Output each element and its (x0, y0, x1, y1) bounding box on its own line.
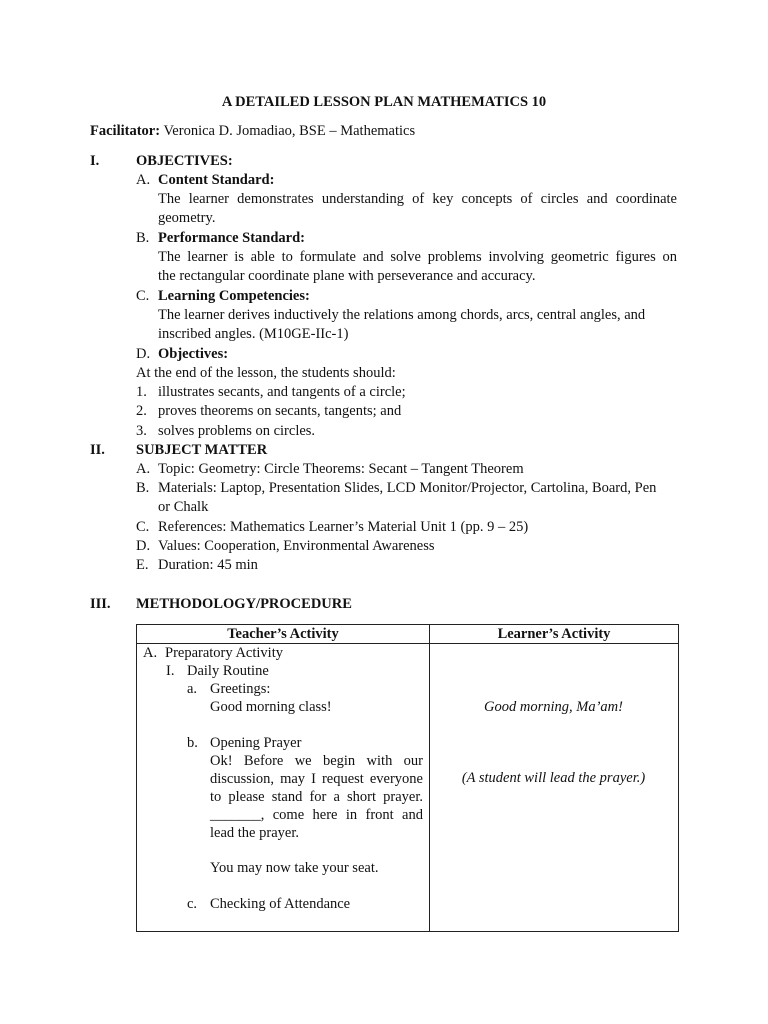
list-number: 1. (136, 384, 147, 400)
list-letter: A. (136, 461, 151, 477)
subject-item: Topic: Geometry: Circle Theorems: Secant – Tangent Theorem (158, 461, 524, 477)
learner-prayer-reply: (A student will lead the prayer.) (461, 770, 646, 786)
greetings-label: Greetings: (210, 681, 271, 697)
preparatory-activity: Preparatory Activity (165, 645, 283, 661)
objectives-subheading: Objectives: (158, 346, 229, 362)
facilitator-value: Veronica D. Jomadiao, BSE – Mathematics (163, 123, 416, 139)
objectives-intro: At the end of the lesson, the students should: (136, 365, 396, 381)
content-standard-text: The learner demonstrates understanding of key concepts of circles and coordinate (158, 191, 677, 207)
list-letter: a. (187, 681, 198, 697)
list-letter: B. (136, 230, 150, 246)
table-row (137, 644, 679, 932)
learning-competencies-text: The learner derives inductively the relations among chords, arcs, central angles, and (158, 307, 646, 323)
learner-activity-header: Learner’s Activity (430, 625, 679, 644)
list-letter: C. (136, 519, 150, 535)
opening-prayer-label: Opening Prayer (210, 735, 302, 751)
list-letter: c. (187, 896, 198, 912)
teacher-activity-cell (137, 644, 430, 932)
prayer-text: _______, come here in front and (210, 807, 423, 823)
learner-greeting-reply: Good morning, Ma’am! (484, 699, 623, 715)
facilitator-label: Facilitator: (90, 123, 161, 139)
performance-standard-text: The learner is able to formulate and solve problems involving geometric figures on (158, 249, 677, 265)
section-heading-subject-matter: SUBJECT MATTER (136, 442, 268, 458)
learning-competencies-heading: Learning Competencies: (158, 288, 310, 304)
learning-competencies-text-cont: inscribed angles. (M10GE-IIc-1) (158, 326, 349, 342)
objective-item: solves problems on circles. (158, 423, 316, 439)
content-standard-text-cont: geometry. (158, 210, 216, 226)
subject-item: Values: Cooperation, Environmental Awareness (158, 538, 435, 554)
list-letter: D. (136, 538, 151, 554)
performance-standard-text-cont: the rectangular coordinate plane with perseverance and accuracy. (158, 268, 536, 284)
facilitator-line (90, 122, 415, 141)
list-letter: E. (136, 557, 149, 573)
subject-item: References: Mathematics Learner’s Material Unit 1 (pp. 9 – 25) (158, 519, 529, 535)
section-numeral: III. (90, 596, 111, 612)
list-number: 2. (136, 403, 147, 419)
checking-attendance-label: Checking of Attendance (210, 896, 351, 912)
greetings-text: Good morning class! (210, 699, 332, 715)
list-number: I. (166, 663, 175, 679)
objective-item: illustrates secants, and tangents of a circle; (158, 384, 406, 400)
prayer-text: Ok! Before we begin with our (210, 753, 423, 769)
teacher-activity-header: Teacher’s Activity (137, 625, 430, 644)
daily-routine: Daily Routine (187, 663, 269, 679)
list-letter: b. (187, 735, 198, 751)
list-letter: C. (136, 288, 150, 304)
section-numeral: II. (90, 442, 105, 458)
subject-item: Duration: 45 min (158, 557, 258, 573)
section-heading-objectives: OBJECTIVES: (136, 153, 233, 169)
section-numeral: I. (90, 153, 100, 169)
learner-activity-cell (430, 644, 679, 932)
section-heading-methodology: METHODOLOGY/PROCEDURE (136, 596, 352, 612)
content-standard-heading: Content Standard: (158, 172, 275, 188)
list-letter: B. (136, 480, 150, 496)
table-header-row (137, 625, 679, 644)
prayer-text: lead the prayer. (210, 825, 299, 841)
subject-item: Materials: Laptop, Presentation Slides, LCD Monitor/Projector, Cartolina, Board, Pen (158, 480, 657, 496)
objective-item: proves theorems on secants, tangents; and (158, 403, 402, 419)
list-letter: A. (143, 645, 158, 661)
prayer-text: to please stand for a short prayer. (210, 789, 423, 805)
list-letter: A. (136, 172, 151, 188)
list-number: 3. (136, 423, 147, 439)
performance-standard-heading: Performance Standard: (158, 230, 305, 246)
procedure-table (136, 624, 679, 932)
document-title: A DETAILED LESSON PLAN MATHEMATICS 10 (221, 94, 547, 110)
take-seat-text: You may now take your seat. (210, 860, 379, 876)
list-letter: D. (136, 346, 151, 362)
prayer-text: discussion, may I request everyone (210, 771, 423, 787)
subject-item-cont: or Chalk (158, 499, 209, 515)
